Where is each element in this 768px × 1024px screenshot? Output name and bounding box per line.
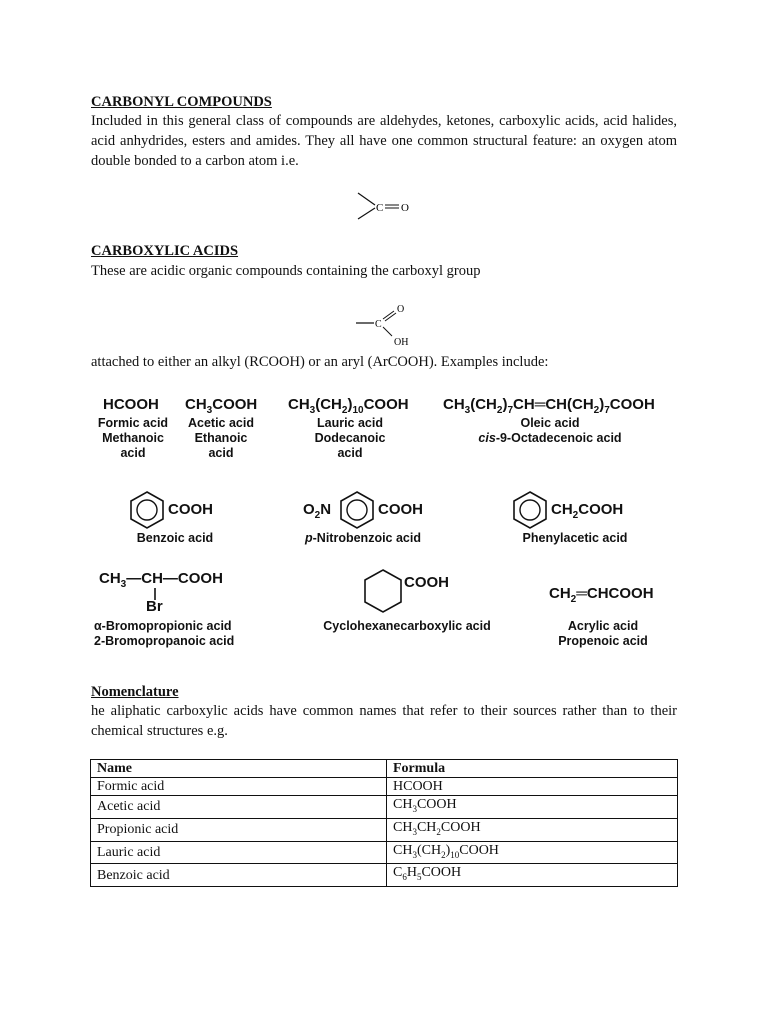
formic-names: Formic acid Methanoic acid [97, 416, 169, 460]
table-header-name: Name [91, 760, 387, 778]
table-cell-name: Benzoic acid [91, 864, 387, 887]
table-cell-name: Formic acid [91, 778, 387, 796]
nomenclature-table [90, 759, 678, 887]
cyclohexane-name: Cyclohexanecarboxylic acid [323, 619, 491, 633]
carboxyl-c-label: C [375, 319, 382, 330]
carbonyl-c-label: C [376, 202, 384, 214]
carbonyl-heading: CARBONYL COMPOUNDS [91, 94, 272, 110]
table-cell-formula: $C_6H_5COOH$ [387, 864, 678, 887]
carbonyl-paragraph: Included in this general class of compounds are aldehydes, ketones, carboxylic acids, acid halides, acid anhydrides, esters and amides. They all have one common structural feature: an oxygen atom double bonded to a carbon atom i.e. [91, 113, 677, 169]
table-row [91, 796, 678, 819]
phenylacetic-ring [510, 490, 550, 530]
nomenclature-paragraph: he aliphatic carboxylic acids have common names that refer to their sources rather than to their chemical structures e.g. [91, 703, 677, 739]
acrylic-formula: $CH_2═CHCOOH$ [549, 585, 654, 605]
benzoic-ring [127, 490, 167, 530]
carbonyl-structure-diagram [350, 188, 420, 228]
lauric-formula: $CH_3(CH_2)_{10}COOH$ [288, 396, 409, 416]
table-row [91, 778, 678, 796]
table-cell-formula: $CH_3COOH$ [387, 796, 678, 819]
carboxylic-paragraph: These are acidic organic compounds containing the carboxyl group [91, 263, 481, 279]
table-header-row [91, 760, 678, 778]
formic-formula: HCOOH [103, 396, 159, 413]
phenylacetic-name: Phenylacetic acid [522, 531, 628, 545]
acetic-names: Acetic acid Ethanoic acid [187, 416, 254, 460]
attached-paragraph: attached to either an alkyl (RCOOH) or an aryl (ArCOOH). Examples include: [91, 354, 549, 370]
table-cell-formula: $CH_3CH_2COOH$ [387, 818, 678, 841]
carboxylic-heading: CARBOXYLIC ACIDS [91, 243, 239, 259]
cyclohexane-group: COOH [404, 574, 449, 591]
bromo-substituent: Br [146, 598, 163, 615]
benzoic-group: COOH [168, 501, 213, 518]
carboxyl-oh-label: OH [394, 337, 409, 348]
nitrobenzoic-name: p-Nitrobenzoic acid [305, 531, 421, 545]
nitrobenzoic-group: COOH [378, 501, 423, 518]
nomenclature-heading: Nomenclature [91, 684, 179, 700]
table-row [91, 841, 678, 864]
bromopropionic-formula: $CH_3—CH—COOH$ [99, 570, 223, 590]
bromopropionic-names: α-Bromopropionic acid 2-Bromopropanoic acid [94, 619, 235, 648]
table-cell-name: Lauric acid [91, 841, 387, 864]
benzoic-name: Benzoic acid [136, 531, 214, 545]
table-header-formula: Formula [387, 760, 678, 778]
carboxyl-o-label: O [397, 304, 405, 315]
table-row [91, 818, 678, 841]
carboxyl-group-diagram [350, 300, 420, 350]
acetic-formula: $CH_3COOH$ [185, 396, 258, 416]
phenylacetic-group: $CH_2COOH$ [551, 501, 624, 521]
nitro-prefix: $O_2N$ [303, 501, 332, 521]
carbonyl-o-label: O [401, 202, 409, 214]
nitrobenzoic-ring [337, 490, 377, 530]
oleic-names: Oleic acid cis-9-Octadecenoic acid [478, 416, 622, 445]
table-cell-name: Propionic acid [91, 818, 387, 841]
table-cell-name: Acetic acid [91, 796, 387, 819]
table-row [91, 864, 678, 887]
oleic-formula: $CH_3(CH_2)_7CH═CH(CH_2)_7COOH$ [443, 396, 655, 416]
cyclohexane-ring [362, 568, 404, 614]
acrylic-names: Acrylic acid Propenoic acid [558, 619, 648, 648]
table-cell-formula: $CH_3(CH_2)_{10}COOH$ [387, 841, 678, 864]
lauric-names: Lauric acid Dodecanoic acid [314, 416, 386, 460]
table-cell-formula: HCOOH [387, 778, 678, 796]
